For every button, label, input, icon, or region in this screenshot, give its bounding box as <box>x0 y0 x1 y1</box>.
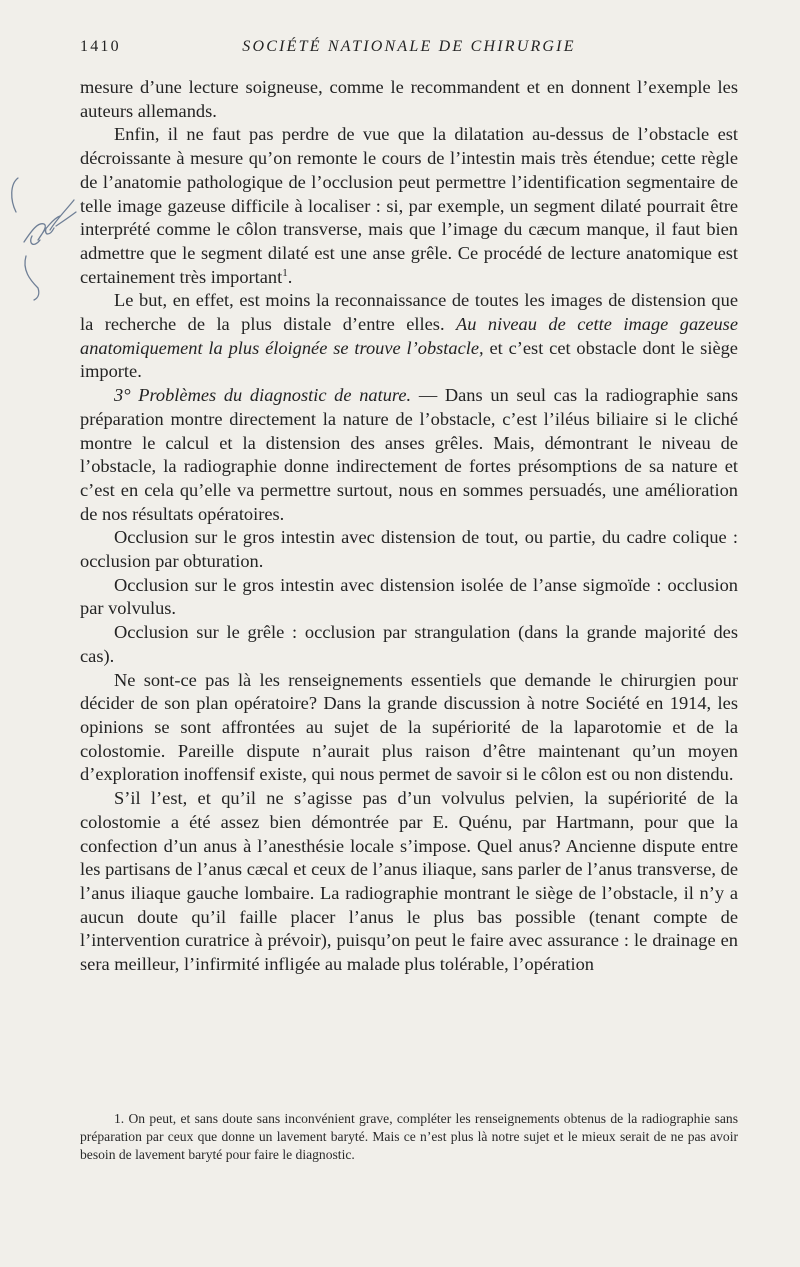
paragraph-1: mesure d’une lecture soigneuse, comme le recommandent et en donnent l’exemple les auteurs allemands. <box>80 77 738 121</box>
page-number: 1410 <box>80 38 121 55</box>
paragraph-3-end: et c’est cet obstacle dont le siège importe. <box>80 337 738 382</box>
paragraph-2-end: . <box>287 266 293 287</box>
paragraph-3-emphasis: Au niveau de cette image gazeuse anatomiquement la plus éloignée se trouve l’obstacle, <box>80 314 738 358</box>
paragraph-6: Occlusion sur le gros intestin avec distension isolée de l’anse sigmoïde : occlusion par volvulus. <box>80 574 738 619</box>
paragraph-4 <box>80 384 738 526</box>
annotation-bracket-bottom <box>25 256 39 300</box>
annotation-letter-loops <box>31 228 54 244</box>
paragraph-5: Occlusion sur le gros intestin avec distension de tout, ou partie, du cadre colique : occlusion par obturation. <box>80 527 738 572</box>
footnote-1: 1. On peut, et sans doute sans inconvénient grave, compléter les renseignements obtenus de la radiographie sans préparation par ceux que donne un lavement baryté. Mais ce n’est plus là notre sujet et le mieux serait de ne pas avoir besoin de lavement baryté pour faire le diagnostic. <box>80 1111 738 1163</box>
paragraph-3-text: Le but, en effet, est moins la reconnaissance de toutes les images de distension que la recherche de la plus distale d’entre elles. <box>80 290 738 335</box>
paragraph-7: Occlusion sur le grêle : occlusion par strangulation (dans la grande majorité des cas). <box>80 622 738 666</box>
paragraph-2 <box>80 123 738 289</box>
footnote-reference: 1 <box>282 266 288 279</box>
paragraph-2-text: Enfin, il ne faut pas perdre de vue que la dilatation au-dessus de l’obstacle est décroissante à mesure qu’on remonte le cours de l’intestin mais très étendue; cette règle de l’anatomie pathologique de l’occlusion peut permettre l’identification segmentaire de telle image gazeuse difficile à localiser : si, par exemple, un segment dilaté pourrait être interprété comme le côlon transverse, mais que l’image du cæcum manque, il faut bien admettre que le segment dilaté est une anse grêle. Ce procédé de lecture anatomique est certainement très important <box>80 124 738 287</box>
body-text <box>80 76 738 977</box>
paragraph-3 <box>80 289 738 384</box>
handwritten-margin-annotation <box>4 170 78 310</box>
footnotes <box>80 1110 738 1165</box>
paragraph-8: Ne sont-ce pas là les renseignements essentiels que demande le chirurgien pour décider de son plan opératoire? Dans la grande discussion à notre Société en 1914, les opinions se sont affrontées au sujet de la supériorité de la laparotomie et de la colostomie. Pareille dispute n’aurait plus raison d’être maintenant qu’un moyen d’exploration inoffensif existe, qui nous permet de savoir si le côlon est ou non distendu. <box>80 669 738 785</box>
running-title: SOCIÉTÉ NATIONALE DE CHIRURGIE <box>242 38 576 55</box>
annotation-bracket-top <box>12 178 18 212</box>
page-header <box>80 38 738 60</box>
paragraph-9: S’il l’est, et qu’il ne s’agisse pas d’un volvulus pelvien, la supériorité de la colostomie a été assez bien démontrée par E. Quénu, par Hartmann, pour que la confection d’un anus à l’anesthésie locale s’impose. Quel anus? Ancienne dispute entre les partisans de l’anus cæcal et ceux de l’anus iliaque, sans parler de l’anus transverse, de l’anus iliaque gauche lombaire. La radiographie montrant le siège de l’obstacle, il n’y a aucun doute qu’il faille placer l’anus le plus bas possible (tenant compte de l’intervention curatrice à prévoir), puisqu’on peut le faire avec assurance : le drainage en sera meilleur, l’infirmité infligée au malade plus tolérable, l’opération <box>80 788 738 975</box>
section-heading-3: 3° Problèmes du diagnostic de nature. <box>114 385 412 406</box>
paragraph-4-text: — Dans un seul cas la radiographie sans préparation montre directement la nature de l’obstacle, c’est l’iléus biliaire si le cliché montre le calcul et la distension des anses grêles. Mais, démontrant le niveau de l’obstacle, la radiographie donne indirectement de fortes présomptions de sa nature et c’est en cela qu’elle va permettre surtout, nous en sommes persuadés, une amélioration de nos résultats opératoires. <box>80 385 739 524</box>
